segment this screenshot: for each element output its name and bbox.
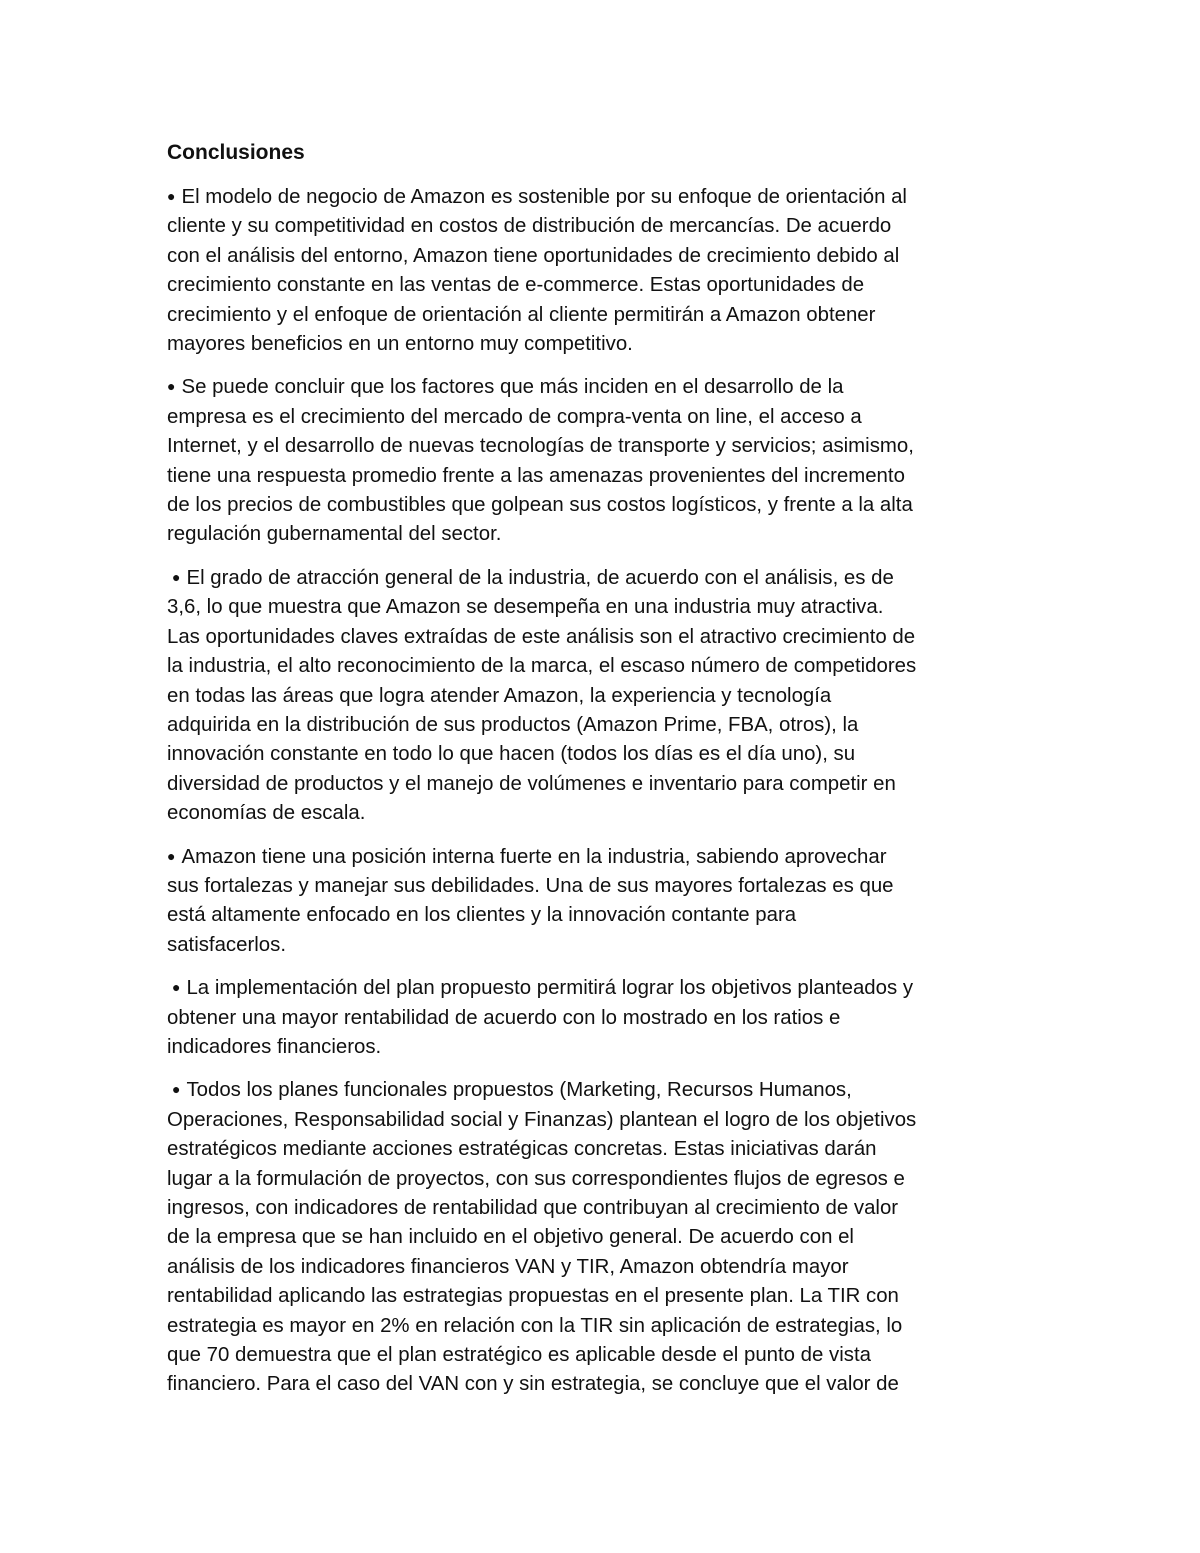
line-text: Las oportunidades claves extraídas de este análisis son el atractivo crecimiento de — [167, 625, 916, 648]
text-line — [167, 242, 1047, 271]
line-text: satisfacerlos. — [167, 933, 286, 956]
text-line — [167, 652, 1047, 681]
text-line — [167, 1033, 1047, 1062]
text-line — [167, 520, 1047, 549]
text-line — [167, 271, 1047, 300]
line-text: análisis de los indicadores financieros VAN y TIR, Amazon obtendría mayor — [167, 1255, 849, 1278]
line-text: de la empresa que se han incluido en el objetivo general. De acuerdo con el — [167, 1226, 854, 1249]
bullet-icon: ● — [172, 568, 181, 585]
text-line — [167, 1135, 1047, 1164]
text-line — [167, 212, 1047, 241]
conclusion-item — [167, 182, 1047, 359]
text-line — [167, 462, 1047, 491]
text-line — [167, 372, 1047, 402]
text-line — [167, 301, 1047, 330]
text-line — [167, 403, 1047, 432]
line-text: Todos los planes funcionales propuestos (Marketing, Recursos Humanos, — [186, 1079, 852, 1102]
text-line — [167, 973, 1047, 1003]
line-text: indicadores financieros. — [167, 1035, 382, 1058]
line-text: El grado de atracción general de la industria, de acuerdo con el análisis, es de — [186, 566, 894, 589]
text-line — [167, 842, 1047, 872]
text-line — [167, 1165, 1047, 1194]
line-text: tiene una respuesta promedio frente a las amenazas provenientes del incremento — [167, 464, 905, 487]
conclusion-item — [167, 842, 1047, 961]
bullet-icon: ● — [172, 1081, 181, 1098]
text-line — [167, 872, 1047, 901]
text-line — [167, 593, 1047, 622]
line-text: con el análisis del entorno, Amazon tiene oportunidades de crecimiento debido al — [167, 244, 900, 267]
line-text: empresa es el crecimiento del mercado de compra-venta on line, el acceso a — [167, 405, 862, 428]
text-line — [167, 432, 1047, 461]
text-line — [167, 623, 1047, 652]
line-text: Se puede concluir que los factores que más inciden en el desarrollo de la — [181, 376, 844, 399]
conclusion-item — [167, 372, 1047, 549]
text-line — [167, 740, 1047, 769]
conclusion-item — [167, 1075, 1047, 1399]
text-line — [167, 1370, 1047, 1399]
text-line — [167, 1194, 1047, 1223]
text-line — [167, 1075, 1047, 1105]
conclusion-item — [167, 563, 1047, 829]
text-line — [167, 1106, 1047, 1135]
text-line — [167, 799, 1047, 828]
line-text: cliente y su competitividad en costos de distribución de mercancías. De acuerdo — [167, 215, 892, 238]
line-text: innovación constante en todo lo que hacen (todos los días es el día uno), su — [167, 743, 856, 766]
bullet-icon: ● — [167, 188, 176, 204]
line-text: regulación gubernamental del sector. — [167, 523, 502, 546]
line-text: Amazon tiene una posición interna fuerte en la industria, sabiendo aprovechar — [181, 845, 887, 868]
line-text: adquirida en la distribución de sus productos (Amazon Prime, FBA, otros), la — [167, 713, 859, 736]
text-line — [167, 1312, 1047, 1341]
bullet-icon: ● — [167, 847, 176, 864]
text-line — [167, 770, 1047, 799]
text-line — [167, 901, 1047, 930]
text-line — [167, 330, 1047, 359]
line-text: ingresos, con indicadores de rentabilidad que contribuyan al crecimiento de valor — [167, 1197, 899, 1219]
line-text: La implementación del plan propuesto permitirá lograr los objetivos planteados y — [186, 977, 914, 1000]
bullet-icon: ● — [167, 378, 176, 395]
line-text: 3,6, lo que muestra que Amazon se desempeña en una industria muy atractiva. — [167, 596, 884, 619]
line-text: sus fortalezas y manejar sus debilidades. Una de sus mayores fortalezas es que — [167, 874, 894, 897]
line-text: rentabilidad aplicando las estrategias propuestas en el presente plan. La TIR con — [167, 1285, 899, 1308]
line-text: crecimiento y el enfoque de orientación al cliente permitirán a Amazon obtener — [167, 303, 876, 326]
text-line — [167, 931, 1047, 960]
line-text: estratégicos mediante acciones estratégicas concretas. Estas iniciativas darán — [167, 1138, 877, 1161]
line-text: obtener una mayor rentabilidad de acuerdo con lo mostrado en los ratios e — [167, 1006, 841, 1029]
line-text: de los precios de combustibles que golpean sus costos logísticos, y frente a la alta — [167, 494, 913, 517]
line-text: mayores beneficios en un entorno muy competitivo. — [167, 333, 633, 356]
text-line — [167, 711, 1047, 740]
line-text: economías de escala. — [167, 802, 366, 825]
bullet-icon: ● — [172, 979, 181, 996]
line-text: diversidad de productos y el manejo de volúmenes e inventario para competir en — [167, 772, 896, 795]
line-text: crecimiento constante en las ventas de e-commerce. Estas oportunidades de — [167, 274, 865, 297]
text-line — [167, 1341, 1047, 1370]
text-line — [167, 182, 1047, 212]
line-text: lugar a la formulación de proyectos, con sus correspondientes flujos de egresos e — [167, 1167, 905, 1190]
conclusion-item — [167, 973, 1047, 1062]
section-heading: Conclusiones — [167, 141, 305, 164]
document-page — [167, 138, 1047, 1413]
text-line — [167, 1253, 1047, 1282]
line-text: estrategia es mayor en 2% en relación con la TIR sin aplicación de estrategias, lo — [167, 1314, 903, 1337]
line-text: la industria, el alto reconocimiento de la marca, el escaso número de competidores — [167, 655, 917, 678]
text-line — [167, 1223, 1047, 1252]
text-line — [167, 563, 1047, 593]
line-text: que 70 demuestra que el plan estratégico es aplicable desde el punto de vista — [167, 1344, 871, 1367]
text-line — [167, 1282, 1047, 1311]
line-text: en todas las áreas que logra atender Amazon, la experiencia y tecnología — [167, 684, 832, 707]
text-line — [167, 491, 1047, 520]
line-text: financiero. Para el caso del VAN con y sin estrategia, se concluye que el valor de — [167, 1373, 899, 1396]
line-text: Internet, y el desarrollo de nuevas tecnologías de transporte y servicios; asimismo, — [167, 435, 914, 458]
line-text: Operaciones, Responsabilidad social y Finanzas) plantean el logro de los objetivos — [167, 1108, 917, 1131]
line-text: El modelo de negocio de Amazon es sostenible por su enfoque de orientación al — [181, 186, 907, 208]
text-line — [167, 1004, 1047, 1033]
conclusions-list — [167, 182, 1047, 1400]
text-line — [167, 682, 1047, 711]
line-text: está altamente enfocado en los clientes y la innovación contante para — [167, 904, 797, 927]
